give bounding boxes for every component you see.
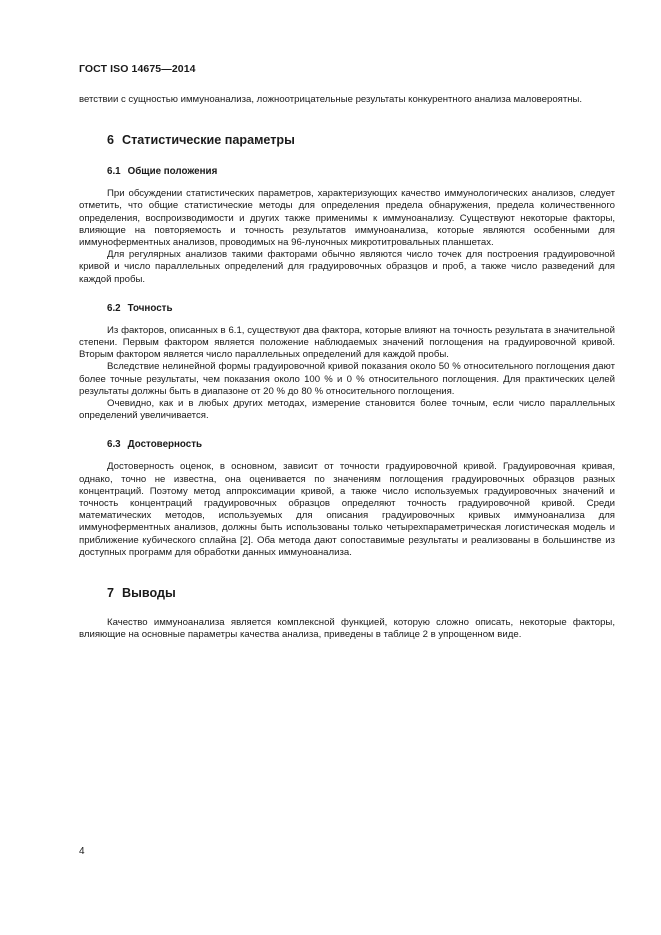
subsection-6-1-title: Общие положения bbox=[127, 166, 218, 178]
subsection-6-1-heading bbox=[107, 166, 615, 178]
intro-paragraph: ветствии с сущностью иммуноанализа, ложноотрицательные результаты конкурентного анализа маловероятны. bbox=[79, 94, 583, 105]
subsection-6-3-heading bbox=[107, 439, 615, 451]
paragraph-6-1-1: При обсуждении статистических параметров, характеризующих качество иммунологических анализов, следует отметить, что общие статистические методы для определения предела обнаружения, предела количественного определения, воспроизводимости и других также применимы к иммуноанализу. Существуют некоторые факторы, влияющие на повторяемость и точность результатов иммуноанализа, которые являются особенными для иммуноферментных анализов, проводимых на 96-луночных микротитровальных планшетах. bbox=[79, 188, 615, 249]
document-header: ГОСТ ISO 14675—2014 bbox=[79, 63, 196, 75]
paragraph-7-1: Качество иммуноанализа является комплексной функцией, которую сложно описать, некоторые факторы, влияющие на основные параметры качества анализа, приведены в таблице 2 в упрощенном виде. bbox=[79, 617, 615, 641]
subsection-6-3-title: Достоверность bbox=[127, 439, 203, 451]
paragraph-6-2-2: Вследствие нелинейной формы градуировочной кривой показания около 50 % относительного поглощения дают более точные результаты, чем показания около 100 % и 0 % относительного поглощения. Для практических целей результаты должны быть в диапазоне от 20 % до 80 % относительного поглощения. bbox=[79, 361, 615, 397]
subsection-6-1-number: 6.1 bbox=[107, 166, 121, 178]
subsection-6-2-heading bbox=[107, 303, 615, 315]
paragraph-6-1-2: Для регулярных анализов такими факторами обычно являются число точек для построения градуировочной кривой и число параллельных определений для градуировочных образцов и проб, а также число разведений для каждой пробы. bbox=[79, 249, 615, 285]
subsection-6-2-number: 6.2 bbox=[107, 302, 121, 314]
section-7-number: 7 bbox=[107, 586, 115, 601]
section-7-heading bbox=[107, 585, 615, 601]
subsection-6-3-number: 6.3 bbox=[107, 439, 121, 451]
section-7-title: Выводы bbox=[122, 586, 176, 601]
paragraph-6-2-1: Из факторов, описанных в 6.1, существуют два фактора, которые влияют на точность результата в значительной степени. Первым фактором является положение наблюдаемых значений поглощения на градуировочной кривой. Вторым фактором является число параллельных определений для каждой пробы. bbox=[79, 324, 615, 361]
section-6-number: 6 bbox=[107, 133, 115, 148]
page-number: 4 bbox=[79, 846, 85, 857]
paragraph-6-2-3: Очевидно, как и в любых других методах, измерение становится более точным, если число параллельных определений увеличивается. bbox=[79, 398, 615, 422]
section-6-heading bbox=[107, 132, 615, 148]
section-6-title: Статистические параметры bbox=[122, 133, 295, 148]
document-body bbox=[79, 94, 615, 641]
paragraph-6-3-1: Достоверность оценок, в основном, зависит от точности градуировочной кривой. Градуировочная кривая, однако, точно не известна, она оценивается по значениям поглощения градуировочных образцов разных концентраций. Поэтому метод аппроксимации кривой, а также число используемых градуировочных значений и точность концентраций градуировочных образцов определяют точность градуировочной кривой. Среди математических методов, используемых для описания градуировочных кривых иммуноанализа для иммуноферментных анализов, должны быть использованы только четырехпараметрическая логистическая модель и приближение кубического сплайна [2]. Оба метода дают сопоставимые результаты и реализованы в большинстве из доступных программ для обработки данных иммуноанализа. bbox=[79, 461, 615, 558]
subsection-6-2-title: Точность bbox=[127, 302, 173, 314]
